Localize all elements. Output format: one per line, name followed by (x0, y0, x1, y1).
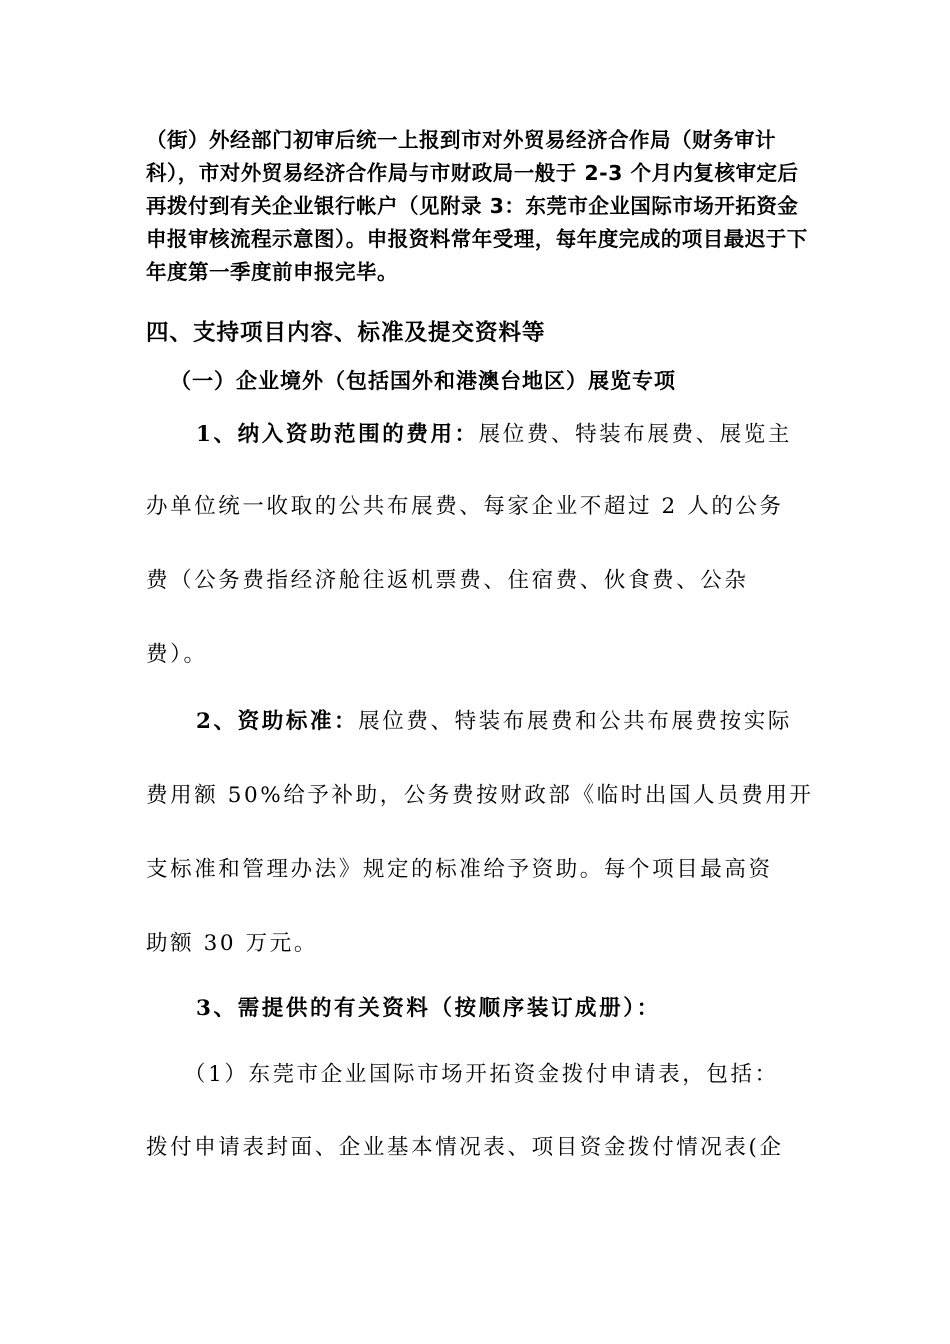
intro-paragraph: （街）外经部门初审后统一上报到市对外贸易经济合作局（财务审计科），市对外贸易经济合作局与市财政局一般于 2-3 个月内复核审定后再拨付到有关企业银行帐户（见附录 3：东莞市企业国际市场开拓资金申报审核流程示意图）。申报资料常年受理，每年度完成的项目最迟于下年度第一季度前申报完毕。 (146, 128, 808, 284)
item1-label: 1、纳入资助范围的费用： (196, 422, 479, 447)
subsection-heading: （一）企业境外（包括国外和港澳台地区）展览专项 (170, 369, 676, 393)
item2-line3: 支标准和管理办法》规定的标准给予资助。每个项目最高资 (146, 857, 773, 882)
item3-heading: 3、需提供的有关资料（按顺序装订成册）： (196, 996, 661, 1021)
item2-text1: 展位费、特装布展费和公共布展费按实际 (358, 709, 792, 734)
item2-label: 2、资助标准： (196, 709, 359, 734)
section-heading: 四、支持项目内容、标准及提交资料等 (146, 320, 546, 346)
item3-sub1-line1: （1）东莞市企业国际市场开拓资金拨付申请表，包括： (184, 1062, 779, 1087)
item1-line3: 费（公务费指经济舱往返机票费、住宿费、伙食费、公杂 (146, 568, 749, 593)
item1-line4: 费）。 (146, 642, 208, 667)
item1-line2: 办单位统一收取的公共布展费、每家企业不超过 2 人的公务 (146, 494, 784, 519)
item2-line1 (196, 707, 792, 737)
item1-text1: 展位费、特装布展费、展览主 (478, 422, 792, 447)
item3-sub1-line2: 拨付申请表封面、企业基本情况表、项目资金拨付情况表(企 (146, 1135, 784, 1160)
item1-line1 (196, 420, 792, 450)
item2-line4: 助额 30 万元。 (146, 931, 318, 956)
item2-line2: 费用额 50%给予补助，公务费按财政部《临时出国人员费用开 (146, 783, 814, 808)
